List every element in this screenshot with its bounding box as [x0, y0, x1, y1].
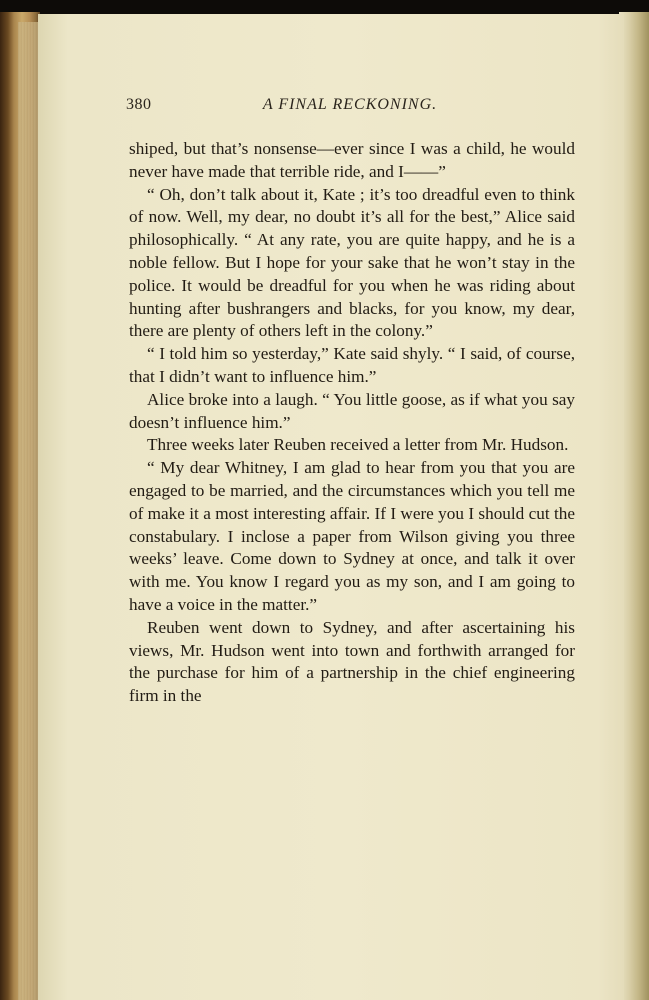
paragraph-6: “ My dear Whitney, I am glad to hear from you that you are engaged to be married, and the circumstances which you tell me of make it a most interesting affair. If I were you I should cut the constabulary. I inclose a paper from Wilson giving you three weeks’ leave. Come down to Sydney at once, and talk it over with me. You know I regard you as my son, and I am going to have a voice in the matter.”	[129, 458, 575, 614]
paragraph-3: “ I told him so yesterday,” Kate said shyly. “ I said, of course, that I didn’t want to influence him.”	[129, 344, 575, 386]
running-title: A FINAL RECKONING.	[262, 96, 438, 113]
paragraph-7: Reuben went down to Sydney, and after ascertaining his views, Mr. Hudson went into town and forthwith arranged for the purchase for him of a partnership in the chief engineering firm in the	[129, 617, 575, 706]
page-number: 380	[126, 96, 152, 113]
body-text	[129, 138, 575, 708]
page-header	[126, 96, 574, 116]
paragraph-1: shiped, but that’s nonsense—ever since I was a child, he would never have made that terrible ride, and I——”	[129, 139, 575, 181]
paragraph-5: Three weeks later Reuben received a letter from Mr. Hudson.	[147, 435, 569, 455]
paragraph-4: Alice broke into a laugh. “ You little goose, as if what you say doesn’t influence him.”	[129, 389, 575, 432]
paragraph-2: “ Oh, don’t talk about it, Kate ; it’s too dreadful even to think of now. Well, my dear, no doubt it’s all for the best,” Alice said philosophically. “ At any rate, you are quite happy, and he is a noble fellow. But I hope for your sake that he won’t stay in the police. It would be dreadful for you when he was riding about hunting after bushrangers and blacks, for you know, my dear, there are plenty of others left in the colony.”	[129, 184, 575, 341]
